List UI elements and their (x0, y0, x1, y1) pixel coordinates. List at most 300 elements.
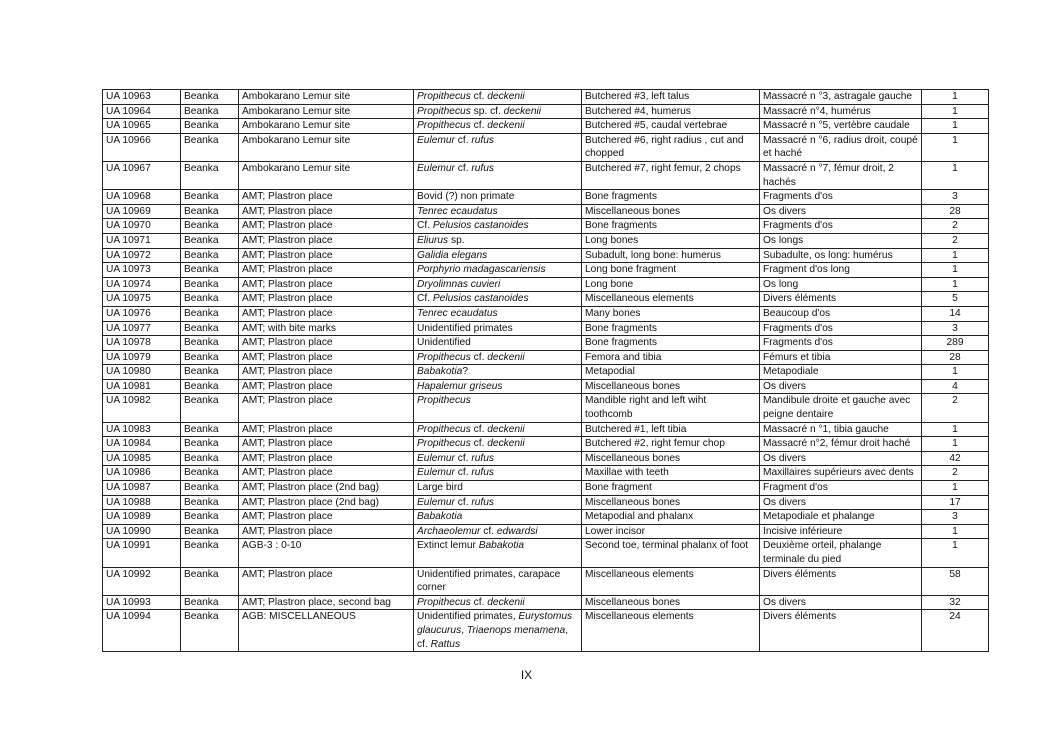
table-row (103, 248, 989, 263)
description-en-cell: Miscellaneous bones (582, 495, 760, 510)
specimen-id-cell: UA 10986 (103, 466, 181, 481)
table-row (103, 422, 989, 437)
taxon-cell (414, 422, 582, 437)
description-en-cell: Miscellaneous elements (582, 610, 760, 652)
description-en-cell: Mandible right and left wiht toothcomb (582, 394, 760, 422)
description-en-cell: Bone fragments (582, 321, 760, 336)
count-cell: 1 (922, 90, 989, 105)
specimen-id-cell: UA 10969 (103, 204, 181, 219)
site-cell: AMT; Plastron place (239, 204, 414, 219)
taxon-cell (414, 104, 582, 119)
description-fr-cell: Divers éléments (760, 610, 922, 652)
table-row (103, 306, 989, 321)
site-cell: AMT; Plastron place (2nd bag) (239, 481, 414, 496)
description-fr-cell: Massacré n °5, vertèbre caudale (760, 119, 922, 134)
table-row (103, 610, 989, 652)
taxon-italic-segment: Propithecus (417, 91, 471, 102)
taxon-cell (414, 365, 582, 380)
site-cell: Ambokarano Lemur site (239, 90, 414, 105)
site-cell: AMT; Plastron place (239, 306, 414, 321)
description-fr-cell: Fémurs et tibia (760, 350, 922, 365)
table-row (103, 133, 989, 161)
description-fr-cell: Divers éléments (760, 567, 922, 595)
table-row (103, 277, 989, 292)
locality-cell: Beanka (181, 119, 239, 134)
site-cell: AMT; Plastron place (239, 524, 414, 539)
taxon-text-segment: Large bird (417, 482, 463, 494)
taxon-italic-segment: Propithecus (417, 105, 471, 117)
taxon-cell (414, 567, 582, 595)
site-cell: AMT; Plastron place (239, 379, 414, 394)
specimen-table (102, 89, 989, 652)
page-number: IX (520, 668, 533, 682)
description-en-cell: Bone fragments (582, 190, 760, 205)
taxon-italic-segment: Eliurus (417, 234, 449, 246)
taxon-text-segment: Unidentified primates (417, 322, 513, 334)
taxon-text-segment: sp. (448, 234, 465, 246)
site-cell: AMT; Plastron place (239, 394, 414, 422)
taxon-cell (414, 321, 582, 336)
site-cell: AMT; Plastron place (239, 510, 414, 525)
description-en-cell: Butchered #2, right femur chop (582, 437, 760, 452)
count-cell: 1 (922, 161, 989, 189)
description-fr-cell: Fragments d'os (760, 219, 922, 234)
description-en-cell: Bone fragments (582, 219, 760, 234)
locality-cell: Beanka (181, 510, 239, 525)
specimen-id-cell: UA 10965 (103, 119, 181, 134)
description-fr-cell: Metapodiale et phalange (760, 510, 922, 525)
description-fr-cell: Fragment d'os long (760, 263, 922, 278)
taxon-italic-segment: Porphyrio madagascariensis (417, 264, 546, 276)
taxon-italic-segment: Eulemur (417, 134, 455, 146)
site-cell: Ambokarano Lemur site (239, 104, 414, 119)
site-cell: AMT; Plastron place (239, 451, 414, 466)
description-fr-cell: Massacré n°4, humérus (760, 104, 922, 119)
description-fr-cell: Os long (760, 277, 922, 292)
description-en-cell: Butchered #7, right femur, 2 chops (582, 161, 760, 189)
taxon-cell (414, 292, 582, 307)
description-fr-cell: Massacré n °3, astragale gauche (760, 90, 922, 105)
count-cell: 1 (922, 263, 989, 278)
table-row (103, 495, 989, 510)
table-row (103, 350, 989, 365)
site-cell: AMT; Plastron place (239, 336, 414, 351)
taxon-text-segment: , (461, 624, 467, 636)
site-cell: AMT; Plastron place (239, 219, 414, 234)
locality-cell: Beanka (181, 133, 239, 161)
description-en-cell: Bone fragments (582, 336, 760, 351)
specimen-id-cell: UA 10987 (103, 481, 181, 496)
taxon-italic-segment: Tenrec ecaudatus (417, 307, 498, 319)
description-en-cell: Long bones (582, 233, 760, 248)
table-row (103, 190, 989, 205)
taxon-italic-segment: rufus (471, 467, 495, 479)
taxon-text-segment: Unidentified (417, 337, 471, 349)
taxon-cell (414, 161, 582, 189)
taxon-italic-segment: deckenii (487, 120, 525, 132)
description-fr-cell: Metapodiale (760, 365, 922, 380)
count-cell: 1 (922, 277, 989, 292)
taxon-text-segment: cf. (470, 120, 488, 132)
taxon-italic-segment: deckenii (503, 105, 542, 117)
taxon-cell (414, 248, 582, 263)
site-cell: AMT; Plastron place (239, 422, 414, 437)
taxon-cell (414, 350, 582, 365)
description-fr-cell: Os divers (760, 451, 922, 466)
specimen-id-cell: UA 10979 (103, 350, 181, 365)
taxon-cell (414, 539, 582, 567)
specimen-id-cell: UA 10971 (103, 233, 181, 248)
specimen-id-cell: UA 10976 (103, 306, 181, 321)
site-cell: AMT; Plastron place (2nd bag) (239, 495, 414, 510)
specimen-id-cell: UA 10988 (103, 495, 181, 510)
site-cell: AMT; Plastron place (239, 292, 414, 307)
table-row (103, 481, 989, 496)
count-cell: 2 (922, 394, 989, 422)
specimen-id-cell: UA 10963 (103, 90, 181, 105)
description-fr-cell: Os longs (760, 233, 922, 248)
table-row (103, 119, 989, 134)
taxon-cell (414, 219, 582, 234)
site-cell: AGB: MISCELLANEOUS (239, 610, 414, 652)
table-row (103, 233, 989, 248)
count-cell: 32 (922, 595, 989, 610)
taxon-text-segment: Extinct lemur (417, 540, 479, 552)
table-row (103, 595, 989, 610)
table-row (103, 437, 989, 452)
taxon-text-segment: Bovid (?) non primate (417, 191, 515, 203)
taxon-italic-segment: Babakotia (478, 540, 525, 552)
count-cell: 17 (922, 495, 989, 510)
locality-cell: Beanka (181, 161, 239, 189)
description-fr-cell: Incisive inférieure (760, 524, 922, 539)
taxon-cell (414, 90, 582, 105)
taxon-text-segment: ? (462, 366, 468, 378)
taxon-italic-segment: Babakotia (417, 366, 463, 378)
taxon-italic-segment: Rattus (430, 638, 461, 650)
taxon-text-segment: Unidentified primates, carapace corner (417, 568, 561, 594)
taxon-text-segment: , cf. (417, 624, 569, 650)
description-en-cell: Femora and tibia (582, 350, 760, 365)
site-cell: Ambokarano Lemur site (239, 161, 414, 189)
count-cell: 1 (922, 104, 989, 119)
taxon-text-segment: cf. (454, 452, 472, 464)
locality-cell: Beanka (181, 248, 239, 263)
taxon-text-segment: cf. (470, 423, 488, 435)
locality-cell: Beanka (181, 466, 239, 481)
locality-cell: Beanka (181, 437, 239, 452)
site-cell: AMT; Plastron place (239, 233, 414, 248)
locality-cell: Beanka (181, 481, 239, 496)
taxon-italic-segment: rufus (471, 162, 495, 174)
description-en-cell: Lower incisor (582, 524, 760, 539)
taxon-cell (414, 610, 582, 652)
taxon-text-segment: cf. (454, 162, 472, 174)
taxon-italic-segment: Propithecus (417, 423, 471, 435)
taxon-text-segment: cf. (470, 351, 488, 363)
site-cell: AMT; Plastron place, second bag (239, 595, 414, 610)
taxon-italic-segment: Hapalemur griseus (417, 380, 503, 392)
taxon-cell (414, 277, 582, 292)
taxon-italic-segment: Eulemur (417, 162, 455, 174)
taxon-text-segment: cf. (470, 438, 488, 450)
specimen-id-cell: UA 10994 (103, 610, 181, 652)
locality-cell: Beanka (181, 595, 239, 610)
table-row (103, 292, 989, 307)
count-cell: 42 (922, 451, 989, 466)
taxon-italic-segment: rufus (471, 452, 495, 464)
description-en-cell: Bone fragment (582, 481, 760, 496)
table-row (103, 567, 989, 595)
count-cell: 5 (922, 292, 989, 307)
site-cell: AMT; Plastron place (239, 466, 414, 481)
taxon-italic-segment: Eulemur (417, 496, 455, 508)
table-row (103, 539, 989, 567)
table-row (103, 219, 989, 234)
locality-cell: Beanka (181, 277, 239, 292)
specimen-id-cell: UA 10964 (103, 104, 181, 119)
locality-cell: Beanka (181, 263, 239, 278)
taxon-italic-segment: rufus (471, 134, 495, 146)
count-cell: 1 (922, 524, 989, 539)
description-en-cell: Butchered #1, left tibia (582, 422, 760, 437)
description-fr-cell: Massacré n °1, tibia gauche (760, 422, 922, 437)
count-cell: 289 (922, 336, 989, 351)
count-cell: 1 (922, 539, 989, 567)
table-row (103, 321, 989, 336)
description-fr-cell: Maxillaires supérieurs avec dents (760, 466, 922, 481)
description-en-cell: Subadult, long bone: humerus (582, 248, 760, 263)
taxon-italic-segment: Pelusios castanoides (432, 293, 529, 305)
taxon-text-segment: cf. (470, 91, 488, 102)
specimen-id-cell: UA 10968 (103, 190, 181, 205)
locality-cell: Beanka (181, 190, 239, 205)
table-row (103, 394, 989, 422)
table-row (103, 263, 989, 278)
description-en-cell: Many bones (582, 306, 760, 321)
taxon-italic-segment: edwardsi (496, 525, 538, 537)
taxon-italic-segment: Propithecus (417, 120, 471, 132)
description-fr-cell: Os divers (760, 204, 922, 219)
specimen-id-cell: UA 10978 (103, 336, 181, 351)
taxon-italic-segment: Eulemur (417, 452, 455, 464)
specimen-table-body (103, 90, 989, 652)
count-cell: 3 (922, 510, 989, 525)
table-row (103, 90, 989, 105)
description-fr-cell: Divers éléments (760, 292, 922, 307)
table-row (103, 104, 989, 119)
table-row (103, 466, 989, 481)
description-en-cell: Butchered #4, humerus (582, 104, 760, 119)
table-row (103, 510, 989, 525)
description-fr-cell: Massacré n°2, fémur droit haché (760, 437, 922, 452)
table-row (103, 451, 989, 466)
locality-cell: Beanka (181, 204, 239, 219)
taxon-italic-segment: Propithecus (417, 596, 471, 608)
taxon-cell (414, 524, 582, 539)
description-fr-cell: Beaucoup d'os (760, 306, 922, 321)
taxon-italic-segment: Tenrec ecaudatus (417, 205, 498, 217)
description-en-cell: Maxillae with teeth (582, 466, 760, 481)
site-cell: AMT; Plastron place (239, 350, 414, 365)
site-cell: Ambokarano Lemur site (239, 133, 414, 161)
description-en-cell: Butchered #6, right radius , cut and chopped (582, 133, 760, 161)
site-cell: AMT; Plastron place (239, 365, 414, 380)
taxon-text-segment: cf. (454, 134, 472, 146)
description-fr-cell: Fragments d'os (760, 321, 922, 336)
taxon-text-segment: cf. (480, 525, 497, 537)
site-cell: AMT; Plastron place (239, 567, 414, 595)
count-cell: 3 (922, 190, 989, 205)
specimen-id-cell: UA 10982 (103, 394, 181, 422)
taxon-text-segment: cf. (454, 467, 472, 479)
count-cell: 28 (922, 204, 989, 219)
description-fr-cell: Subadulte, os long: humérus (760, 248, 922, 263)
taxon-italic-segment: Pelusios castanoides (432, 220, 529, 232)
locality-cell: Beanka (181, 350, 239, 365)
taxon-italic-segment: deckenii (487, 91, 525, 102)
taxon-cell (414, 133, 582, 161)
taxon-text-segment: cf. (470, 596, 488, 608)
count-cell: 1 (922, 119, 989, 134)
taxon-cell (414, 263, 582, 278)
specimen-id-cell: UA 10993 (103, 595, 181, 610)
description-fr-cell: Os divers (760, 495, 922, 510)
count-cell: 58 (922, 567, 989, 595)
site-cell: AGB-3 : 0-10 (239, 539, 414, 567)
taxon-cell (414, 379, 582, 394)
taxon-italic-segment: Propithecus (417, 351, 471, 363)
specimen-id-cell: UA 10972 (103, 248, 181, 263)
description-en-cell: Butchered #3, left talus (582, 90, 760, 105)
count-cell: 1 (922, 133, 989, 161)
locality-cell: Beanka (181, 233, 239, 248)
description-en-cell: Miscellaneous elements (582, 567, 760, 595)
taxon-cell (414, 394, 582, 422)
count-cell: 1 (922, 365, 989, 380)
table-row (103, 161, 989, 189)
site-cell: AMT; Plastron place (239, 248, 414, 263)
count-cell: 1 (922, 422, 989, 437)
description-fr-cell: Mandibule droite et gauche avec peigne dentaire (760, 394, 922, 422)
specimen-id-cell: UA 10984 (103, 437, 181, 452)
specimen-id-cell: UA 10966 (103, 133, 181, 161)
description-fr-cell: Massacré n °7, fémur droit, 2 hachés (760, 161, 922, 189)
specimen-id-cell: UA 10990 (103, 524, 181, 539)
taxon-cell (414, 437, 582, 452)
table-row (103, 524, 989, 539)
taxon-cell (414, 451, 582, 466)
count-cell: 1 (922, 437, 989, 452)
locality-cell: Beanka (181, 336, 239, 351)
taxon-text-segment: cf. (454, 496, 472, 508)
locality-cell: Beanka (181, 292, 239, 307)
taxon-cell (414, 595, 582, 610)
table-row (103, 336, 989, 351)
locality-cell: Beanka (181, 610, 239, 652)
locality-cell: Beanka (181, 567, 239, 595)
locality-cell: Beanka (181, 219, 239, 234)
locality-cell: Beanka (181, 495, 239, 510)
description-en-cell: Metapodial (582, 365, 760, 380)
description-en-cell: Long bone (582, 277, 760, 292)
taxon-italic-segment: Propithecus (417, 438, 471, 450)
description-fr-cell: Os divers (760, 595, 922, 610)
taxon-cell (414, 336, 582, 351)
site-cell: AMT; Plastron place (239, 437, 414, 452)
locality-cell: Beanka (181, 306, 239, 321)
taxon-text-segment: Unidentified primates, (417, 611, 519, 623)
taxon-italic-segment: deckenii (487, 596, 525, 608)
description-en-cell: Miscellaneous bones (582, 379, 760, 394)
description-fr-cell: Deuxième orteil, phalange terminale du pied (760, 539, 922, 567)
count-cell: 1 (922, 248, 989, 263)
site-cell: AMT; Plastron place (239, 277, 414, 292)
specimen-id-cell: UA 10970 (103, 219, 181, 234)
locality-cell: Beanka (181, 321, 239, 336)
specimen-id-cell: UA 10981 (103, 379, 181, 394)
count-cell: 3 (922, 321, 989, 336)
taxon-cell (414, 204, 582, 219)
site-cell: AMT; Plastron place (239, 190, 414, 205)
table-row (103, 204, 989, 219)
description-en-cell: Miscellaneous bones (582, 595, 760, 610)
description-en-cell: Metapodial and phalanx (582, 510, 760, 525)
taxon-cell (414, 119, 582, 134)
locality-cell: Beanka (181, 104, 239, 119)
specimen-id-cell: UA 10991 (103, 539, 181, 567)
description-fr-cell: Massacré n °6, radius droit, coupé et haché (760, 133, 922, 161)
description-fr-cell: Fragments d'os (760, 336, 922, 351)
description-en-cell: Butchered #5, caudal vertebrae (582, 119, 760, 134)
count-cell: 1 (922, 481, 989, 496)
locality-cell: Beanka (181, 524, 239, 539)
taxon-italic-segment: Archaeolemur (417, 525, 481, 537)
taxon-text-segment: Cf. (417, 220, 433, 232)
site-cell: AMT; with bite marks (239, 321, 414, 336)
site-cell: AMT; Plastron place (239, 263, 414, 278)
count-cell: 14 (922, 306, 989, 321)
locality-cell: Beanka (181, 379, 239, 394)
taxon-italic-segment: Eurystomus glaucurus (417, 611, 573, 636)
specimen-id-cell: UA 10989 (103, 510, 181, 525)
taxon-italic-segment: Eulemur (417, 467, 455, 479)
count-cell: 24 (922, 610, 989, 652)
taxon-cell (414, 495, 582, 510)
specimen-id-cell: UA 10983 (103, 422, 181, 437)
taxon-italic-segment: Babakotia (417, 511, 463, 523)
description-fr-cell: Fragment d'os (760, 481, 922, 496)
count-cell: 2 (922, 466, 989, 481)
taxon-italic-segment: deckenii (487, 423, 525, 435)
taxon-cell (414, 510, 582, 525)
specimen-id-cell: UA 10977 (103, 321, 181, 336)
taxon-italic-segment: Galidia elegans (417, 249, 488, 261)
locality-cell: Beanka (181, 394, 239, 422)
specimen-id-cell: UA 10985 (103, 451, 181, 466)
taxon-text-segment: Cf. (417, 293, 433, 305)
locality-cell: Beanka (181, 365, 239, 380)
site-cell: Ambokarano Lemur site (239, 119, 414, 134)
description-en-cell: Miscellaneous elements (582, 292, 760, 307)
specimen-id-cell: UA 10967 (103, 161, 181, 189)
count-cell: 2 (922, 233, 989, 248)
count-cell: 28 (922, 350, 989, 365)
locality-cell: Beanka (181, 451, 239, 466)
taxon-italic-segment: deckenii (487, 351, 525, 363)
description-en-cell: Miscellaneous bones (582, 204, 760, 219)
taxon-text-segment: sp. cf. (470, 105, 504, 117)
